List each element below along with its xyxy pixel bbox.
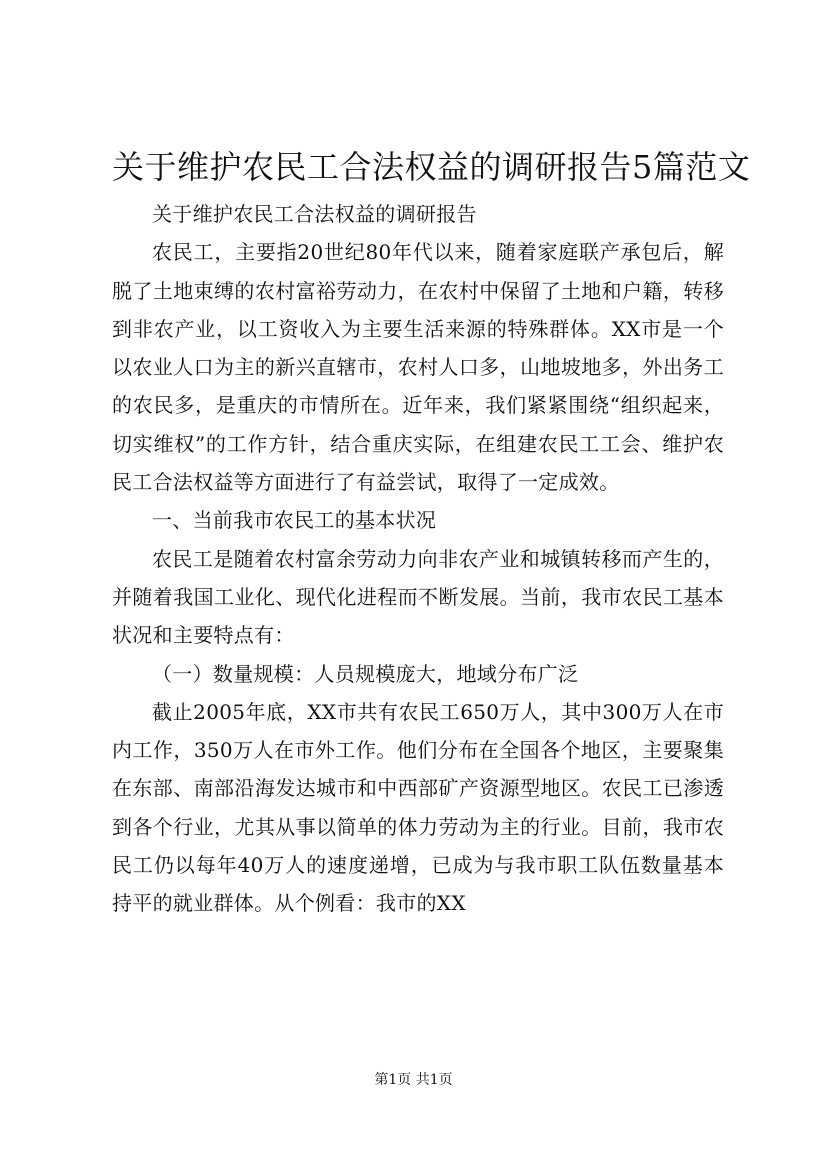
intro-paragraph: 农民工，主要指20世纪80年代以来，随着家庭联产承包后，解脱了土地束缚的农村富裕劳动力，在农村中保留了土地和户籍，转移到非农产业，以工资收入为主要生活来源的特殊群体。XX市是一个以农业人口为主的新兴直辖市，农村人口多，山地坡地多，外出务工的农民多，是重庆的市情所在。近年来，我们紧紧围绕“组织起来，切实维权”的工作方针，结合重庆实际，在组建农民工工会、维护农民工合法权益等方面进行了有益尝试，取得了一定成效。 [112, 240, 724, 495]
section-paragraph: 农民工是随着农村富余劳动力向非农产业和城镇转移而产生的，并随着我国工业化、现代化进程而不断发展。当前，我市农民工基本状况和主要特点有： [112, 546, 724, 648]
document-body [112, 195, 724, 923]
subsection-heading: （一）数量规模：人员规模庞大，地域分布广泛 [152, 661, 579, 686]
document-title: 关于维护农民工合法权益的调研报告5篇范文 [112, 148, 751, 186]
page-footer: 第1页 共1页 [374, 1072, 453, 1088]
statistics-paragraph: 截止2005年底，XX市共有农民工650万人，其中300万人在市内工作，350万人在市外工作。他们分布在全国各个地区，主要聚集在东部、南部沿海发达城市和中西部矿产资源型地区。农民工已渗透到各个行业，尤其从事以简单的体力劳动为主的行业。目前，我市农民工仍以每年40万人的速度递增，已成为与我市职工队伍数量基本持平的就业群体。从个例看：我市的XX [112, 699, 724, 916]
section-heading: 一、当前我市农民工的基本状况 [152, 508, 437, 533]
subtitle-paragraph: 关于维护农民工合法权益的调研报告 [152, 202, 477, 226]
